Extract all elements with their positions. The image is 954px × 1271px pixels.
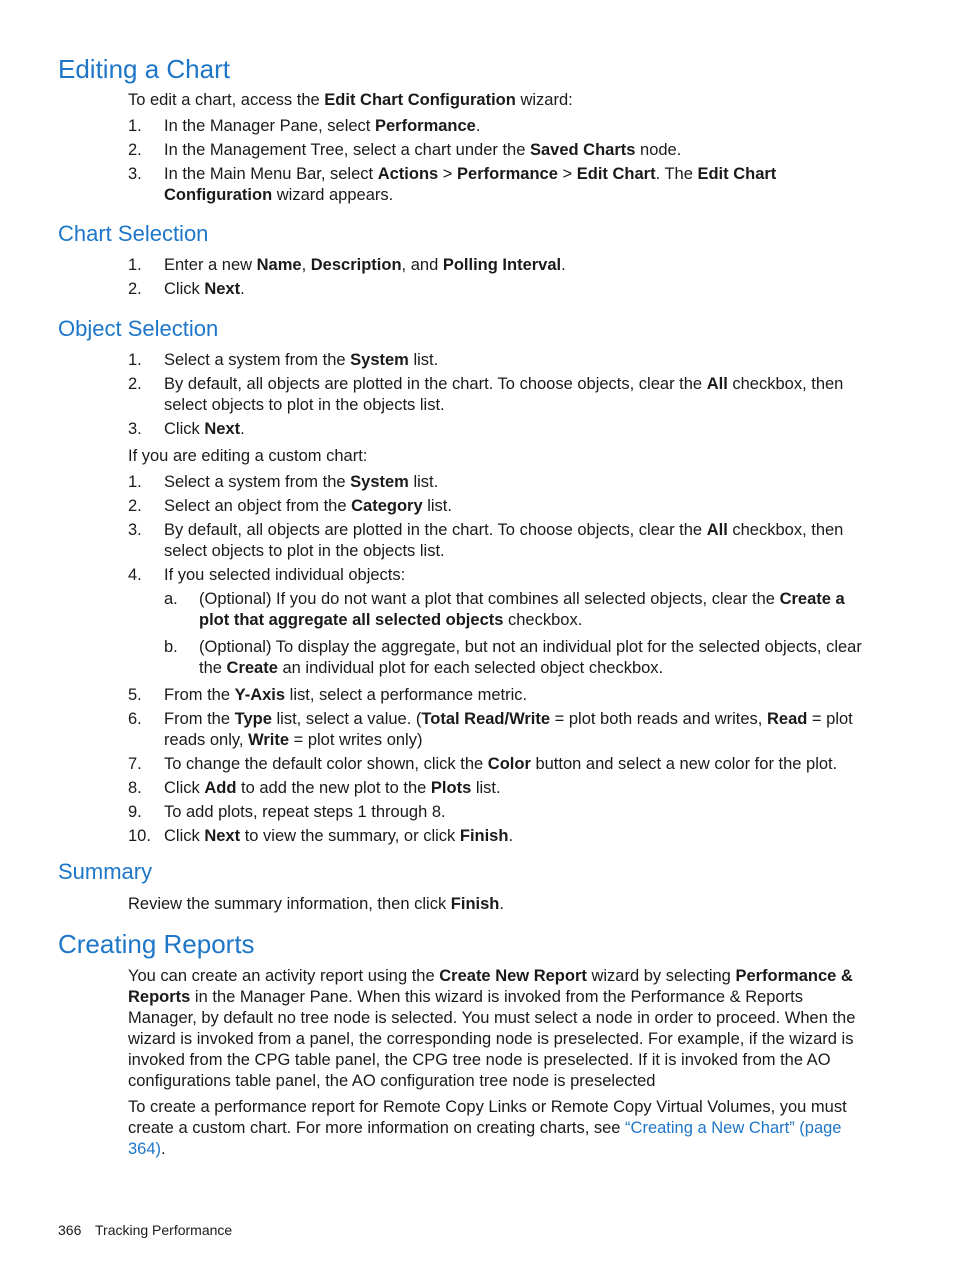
bold-term: Read <box>766 710 808 728</box>
heading-object-selection: Object Selection <box>58 316 219 341</box>
footer-section-title: Tracking Performance <box>95 1222 233 1238</box>
bold-term: Category <box>351 497 423 515</box>
step-number: 2. <box>128 497 142 515</box>
sub-list-item: b. (Optional) To display the aggregate, but not an individual plot for the selected objects, clear the Create an individual plot for each selected object checkbox. <box>164 638 862 677</box>
heading-editing-a-chart: Editing a Chart <box>58 54 230 84</box>
list-item: 2. Click Next. <box>128 280 245 298</box>
bold-term: Plots <box>430 779 472 797</box>
bold-term: Performance <box>457 165 558 183</box>
bold-term: Color <box>487 755 531 773</box>
bold-term: Create New Report <box>439 967 587 985</box>
bold-term: All <box>706 521 728 539</box>
step-number: 1. <box>128 117 142 135</box>
bold-term: Y-Axis <box>234 686 286 704</box>
bold-term: Performance <box>374 117 476 135</box>
list-item: 3. In the Main Menu Bar, select Actions > Performance > Edit Chart. The Edit Chart Configuration wizard appears. <box>128 165 777 204</box>
list-item: 6. From the Type list, select a value. (Total Read/Write = plot both reads and writes, Read = plot reads only, Write = plot writes only) <box>128 710 853 749</box>
step-number: 9. <box>128 803 142 821</box>
bold-term: Name <box>256 256 302 274</box>
bold-term: Edit Chart Configuration <box>164 165 777 204</box>
step-number: a. <box>164 590 178 608</box>
step-number: 3. <box>128 165 142 183</box>
list-item: 1. In the Manager Pane, select Performance. <box>128 117 481 135</box>
chart-selection-steps <box>128 255 870 303</box>
page-footer <box>58 1222 242 1238</box>
list-item: 1. Select a system from the System list. <box>128 473 439 491</box>
step-number: b. <box>164 638 178 656</box>
bold-term: Edit Chart <box>576 165 656 183</box>
bold-term: Saved Charts <box>529 141 636 159</box>
custom-chart-steps <box>128 472 870 850</box>
bold-term: Description <box>310 256 402 274</box>
list-item: 5. From the Y-Axis list, select a performance metric. <box>128 686 528 704</box>
bold-term: Type <box>234 710 272 728</box>
step-number: 6. <box>128 710 142 728</box>
step-number: 4. <box>128 566 142 584</box>
list-item: 1. Enter a new Name, Description, and Polling Interval. <box>128 256 566 274</box>
step-number: 1. <box>128 351 142 369</box>
step-number: 3. <box>128 420 142 438</box>
reports-paragraph-2: To create a performance report for Remote Copy Links or Remote Copy Virtual Volumes, you must create a custom chart. For more information on creating charts, see “Creating a New Chart” (page 364). <box>128 1098 847 1158</box>
bold-term: Edit Chart Configuration <box>324 91 516 109</box>
list-item: 2. Select an object from the Category list. <box>128 497 452 515</box>
list-item: 8. Click Add to add the new plot to the Plots list. <box>128 779 501 797</box>
list-item: 2. In the Management Tree, select a chart under the Saved Charts node. <box>128 141 682 159</box>
step-number: 2. <box>128 375 142 393</box>
bold-term: Finish <box>450 895 500 913</box>
bold-term: Polling Interval <box>442 256 562 274</box>
step-number: 8. <box>128 779 142 797</box>
list-item: 3. Click Next. <box>128 420 245 438</box>
reports-paragraph-1: You can create an activity report using the Create New Report wizard by selecting Performance & Reports in the Manager Pane. When this wizard is invoked from the Performance & Reports Manager, by default no tree node is selected. You must select a node in order to proceed. When the wizard is invoked from a panel, the corresponding node is preselected. For example, if the wizard is invoked from the CPG table panel, the CPG tree node is preselected. If it is invoked from the AO configurations table panel, the AO configuration tree node is preselected <box>128 967 856 1090</box>
bold-term: Actions <box>377 165 439 183</box>
list-item: 4. If you selected individual objects: a. (Optional) If you do not want a plot that combines all selected objects, clear the Create a plot that aggregate all selected objects checkbox. b. (Optional) To display the aggregate, but not an individual plot for the selected objects, clear the Create an individual plot for each selected object checkbox. <box>128 565 870 679</box>
bold-term: Next <box>204 280 241 298</box>
sub-steps <box>164 589 870 679</box>
object-selection-steps <box>128 350 870 443</box>
editing-intro: To edit a chart, access the Edit Chart Configuration wizard: <box>128 91 573 109</box>
bold-term: Create a plot that aggregate all selected objects <box>199 590 845 629</box>
step-number: 1. <box>128 473 142 491</box>
list-item: 3. By default, all objects are plotted in the chart. To choose objects, clear the All checkbox, then select objects to plot in the objects list. <box>128 521 844 560</box>
bold-term: Next <box>204 827 241 845</box>
bold-term: Finish <box>459 827 509 845</box>
step-number: 2. <box>128 141 142 159</box>
bold-term: System <box>350 351 409 369</box>
step-number: 7. <box>128 755 142 773</box>
summary-text: Review the summary information, then click Finish. <box>128 895 504 913</box>
list-item: 7. To change the default color shown, click the Color button and select a new color for the plot. <box>128 755 838 773</box>
step-number: 1. <box>128 256 142 274</box>
editing-steps <box>128 116 870 209</box>
bold-term: Performance & Reports <box>128 967 853 1006</box>
step-number: 3. <box>128 521 142 539</box>
bold-term: Total Read/Write <box>421 710 551 728</box>
bold-term: All <box>706 375 728 393</box>
bold-term: Write <box>248 731 290 749</box>
heading-chart-selection: Chart Selection <box>58 221 209 246</box>
list-item: 9. To add plots, repeat steps 1 through 8. <box>128 803 446 821</box>
heading-creating-reports: Creating Reports <box>58 929 255 959</box>
bold-term: System <box>350 473 409 491</box>
step-number: 2. <box>128 280 142 298</box>
custom-chart-intro: If you are editing a custom chart: <box>128 447 368 465</box>
step-number: 10. <box>128 827 151 845</box>
sub-list-item: a. (Optional) If you do not want a plot that combines all selected objects, clear the Create a plot that aggregate all selected objects checkbox. <box>164 590 845 629</box>
list-item: 10. Click Next to view the summary, or click Finish. <box>128 827 514 845</box>
page-number: 366 <box>58 1222 82 1238</box>
heading-summary: Summary <box>58 859 153 884</box>
list-item: 2. By default, all objects are plotted in the chart. To choose objects, clear the All checkbox, then select objects to plot in the objects list. <box>128 375 844 414</box>
list-item: 1. Select a system from the System list. <box>128 351 439 369</box>
bold-term: Create <box>226 659 278 677</box>
cross-reference-link[interactable]: “Creating a New Chart” (page 364) <box>128 1119 842 1158</box>
step-number: 5. <box>128 686 142 704</box>
bold-term: Add <box>204 779 237 797</box>
bold-term: Next <box>204 420 241 438</box>
